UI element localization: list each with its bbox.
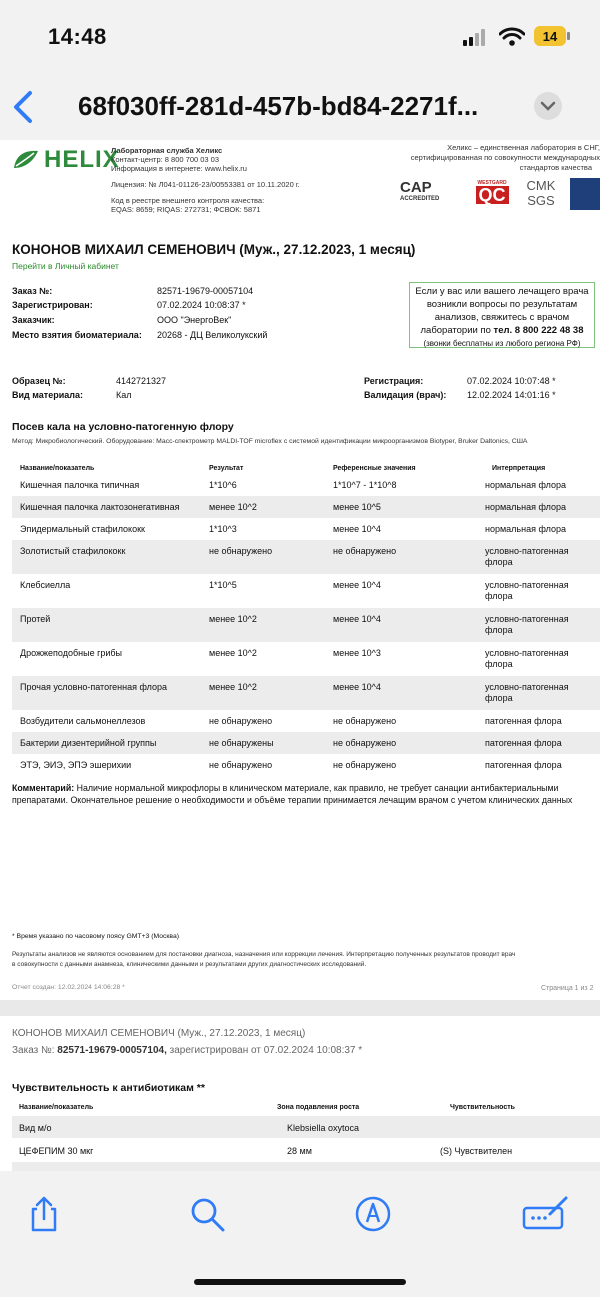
- timezone-note: * Время указано по часовому поясу GMT+3 (Москва): [12, 933, 179, 940]
- row-name: Возбудители сальмонеллезов: [20, 716, 146, 726]
- westgard-qc-logo: [472, 178, 512, 206]
- row-reference: менее 10^4: [333, 580, 381, 590]
- patient-name: КОНОНОВ МИХАИЛ СЕМЕНОВИЧ (Муж., 27.12.2023, 1 месяц): [12, 242, 416, 257]
- contact-doctor-callout: [409, 282, 595, 348]
- ab-row-cefepime-sensitivity: (S) Чувствителен: [440, 1146, 513, 1156]
- ab-row-cefepime: [12, 1138, 600, 1162]
- row-result: не обнаружены: [209, 738, 274, 748]
- row-result: менее 10^2: [209, 682, 257, 692]
- report-page-1: [0, 140, 600, 1000]
- row-reference: менее 10^4: [333, 614, 381, 624]
- table-row: [12, 732, 600, 754]
- col-name-header: Название/показатель: [20, 465, 95, 472]
- sample-label: Образец №:: [12, 376, 66, 386]
- validation-label: Валидация (врач):: [364, 390, 447, 400]
- row-name: Кишечная палочка лактозонегативная: [20, 502, 180, 512]
- row-reference: менее 10^4: [333, 524, 381, 534]
- ab-row-organism-name: Вид м/о: [19, 1123, 52, 1133]
- table-row: [12, 754, 600, 776]
- sgs-text: SGS: [527, 192, 555, 208]
- helix-wordmark: HELIX: [44, 146, 120, 173]
- document-title: 68f030ff-281d-457b-bd84-2271f...: [78, 91, 479, 121]
- row-interpretation: условно-патогенная флора: [485, 546, 569, 567]
- row-name: Протей: [20, 614, 51, 624]
- row-interpretation: патогенная флора: [485, 716, 562, 726]
- ab-col-zone-header: Зона подавления роста: [277, 1104, 360, 1111]
- table-row: [12, 710, 600, 732]
- ab-col-name-header: Название/показатель: [19, 1104, 94, 1111]
- table-row: [12, 642, 600, 676]
- row-interpretation: патогенная флора: [485, 738, 562, 748]
- results-table: [12, 458, 600, 778]
- title-menu-button[interactable]: [534, 92, 562, 120]
- status-time: 14:48: [48, 24, 107, 49]
- back-chevron-icon[interactable]: [10, 87, 40, 127]
- validation-value: 12.02.2024 14:01:16 *: [467, 390, 556, 400]
- bottom-toolbar: [0, 1172, 600, 1297]
- registration-label: Регистрация:: [364, 376, 424, 386]
- row-name: Эпидермальный стафилококк: [20, 524, 145, 534]
- row-reference: менее 10^3: [333, 648, 381, 658]
- nav-bar: [0, 75, 600, 140]
- helix-leaf-icon: [12, 148, 42, 172]
- search-icon[interactable]: [187, 1194, 227, 1234]
- row-interpretation: нормальная флора: [485, 480, 567, 490]
- antibiotics-title: Чувствительность к антибиотикам **: [12, 1082, 205, 1094]
- registration-value: 07.02.2024 10:07:48 *: [467, 376, 556, 386]
- row-interpretation: нормальная флора: [485, 524, 567, 534]
- cap-text: CAP: [400, 179, 432, 196]
- callout-line-3: анализов, свяжитесь с врачом: [434, 312, 570, 323]
- callout-line-5: (звонки бесплатны из любого региона РФ): [423, 339, 581, 348]
- callout-phone[interactable]: тел. 8 800 222 48 38: [493, 325, 584, 336]
- row-reference: не обнаружено: [333, 760, 397, 770]
- row-result: 1*10^5: [209, 580, 237, 590]
- registry-values: EQAS: 8659; RIQAS: 272731; ФСВОК: 5871: [111, 205, 261, 214]
- table-row: [12, 608, 600, 642]
- row-interpretation: условно-патогенная флора: [485, 614, 569, 635]
- material-value: Кал: [116, 390, 132, 400]
- cap-sub-text: ACCREDITED: [400, 196, 440, 202]
- cmk-sgs-logo: [524, 176, 558, 212]
- table-row: [12, 518, 600, 540]
- row-reference: менее 10^4: [333, 682, 381, 692]
- place-value: 20268 - ДЦ Великолукский: [157, 330, 268, 340]
- battery-icon: [534, 26, 566, 46]
- helix-claim-3: стандартов качества: [519, 163, 592, 172]
- registered-value: 07.02.2024 10:08:37 *: [157, 300, 246, 310]
- ab-row-cefepime-name: ЦЕФЕПИМ 30 мкг: [19, 1146, 94, 1156]
- row-interpretation: патогенная флора: [485, 760, 562, 770]
- order-label: Заказ №:: [12, 286, 53, 296]
- global-badge-logo: [570, 178, 600, 210]
- wifi-icon: [499, 27, 525, 47]
- comment-block: [12, 782, 600, 806]
- ab-col-sensitivity-header: Чувствительность: [450, 1104, 515, 1111]
- disclaimer-line-1: Результаты анализов не являются основанием для постановки диагноза, назначения или коррекции лечения. Интерпретацию полученных результатов проводит врач: [12, 951, 516, 958]
- row-interpretation: условно-патогенная флора: [485, 580, 569, 601]
- report-page-2: [0, 1016, 600, 1171]
- registry-code: Код в реестре внешнего контроля качества:: [111, 196, 265, 205]
- material-label: Вид материала:: [12, 390, 83, 400]
- row-interpretation: нормальная флора: [485, 502, 567, 512]
- page2-order-suffix: зарегистрирован от 07.02.2024 10:08:37 *: [169, 1045, 363, 1056]
- row-result: 1*10^6: [209, 480, 237, 490]
- row-result: не обнаружено: [209, 716, 273, 726]
- markup-icon[interactable]: [353, 1194, 393, 1234]
- col-interpretation-header: Интерпретация: [492, 465, 546, 472]
- qc-text: QC: [476, 186, 509, 204]
- row-reference: не обнаружено: [333, 738, 397, 748]
- report-created: Отчет создан: 12.02.2024 14:06:28 *: [12, 984, 125, 991]
- page2-order-number: 82571-19679-00057104,: [57, 1045, 167, 1056]
- page2-patient: КОНОНОВ МИХАИЛ СЕМЕНОВИЧ (Муж., 27.12.2023, 1 месяц): [12, 1028, 306, 1039]
- license: Лицензия: № Л041-01126-23/00553381 от 10.11.2020 г.: [111, 180, 300, 189]
- contact-center: Контакт-центр: 8 800 700 03 03: [111, 155, 220, 164]
- row-result: менее 10^2: [209, 648, 257, 658]
- results-table-header: [12, 458, 600, 474]
- row-name: ЭТЭ, ЭИЭ, ЭПЭ эшерихии: [20, 760, 132, 770]
- table-row: [12, 540, 600, 574]
- helix-claim-2: сертифицированная по совокупности международных: [410, 153, 600, 162]
- row-result: не обнаружено: [209, 760, 273, 770]
- customer-label: Заказчик:: [12, 315, 55, 325]
- personal-cabinet-link[interactable]: Перейти в Личный кабинет: [12, 261, 119, 271]
- analysis-method: Метод: Микробиологический. Оборудование: Масс-спектрометр MALDI-TOF microflex с системой идентификации микроорганизмов Biotyper, Bruker Daltonics, США: [12, 438, 528, 445]
- sample-value: 4142721327: [116, 376, 167, 386]
- row-result: не обнаружено: [209, 546, 273, 556]
- row-reference: не обнаружено: [333, 546, 397, 556]
- row-name: Кишечная палочка типичная: [20, 480, 140, 490]
- disclaimer-line-2: в совокупности с данными анамнеза, клиническими данными и результатами других диагностических исследований.: [12, 961, 367, 968]
- edit-form-icon[interactable]: [522, 1194, 570, 1234]
- order-value: 82571-19679-00057104: [157, 286, 254, 296]
- row-result: менее 10^2: [209, 502, 257, 512]
- registered-label: Зарегистрирован:: [12, 300, 93, 310]
- row-name: Золотистый стафилококк: [20, 546, 126, 556]
- callout-line-1: Если у вас или вашего лечащего врача: [415, 286, 589, 297]
- battery-level: 14: [542, 28, 558, 44]
- signal-icon: [463, 29, 489, 47]
- page2-order: [12, 1045, 362, 1056]
- row-result: 1*10^3: [209, 524, 237, 534]
- row-name: Дрожжеподобные грибы: [20, 648, 123, 658]
- row-reference: 1*10^7 - 1*10^8: [333, 480, 397, 490]
- callout-line-2: возникли вопросы по результатам: [426, 299, 578, 310]
- customer-value: ООО "ЭнергоВек": [157, 315, 232, 325]
- internet-info: Информация в интернете: www.helix.ru: [111, 164, 247, 173]
- analysis-title: Посев кала на условно-патогенную флору: [12, 421, 234, 433]
- row-reference: не обнаружено: [333, 716, 397, 726]
- page-separator: [0, 1000, 600, 1016]
- row-result: менее 10^2: [209, 614, 257, 624]
- helix-claim-1: Хеликс – единственная лаборатория в СНГ,: [447, 143, 600, 152]
- row-name: Бактерии дизентерийной группы: [20, 738, 157, 748]
- comment-text: Наличие нормальной микрофлоры в клиническом материале, как правило, не требует санации антибактериальными препаратами. Окончательное решение о необходимости и объёме терапии принимается лечащим врачом с учетом клинических данных: [12, 783, 573, 805]
- page-number: Страница 1 из 2: [541, 985, 594, 992]
- place-label: Место взятия биоматериала:: [12, 330, 142, 340]
- row-interpretation: условно-патогенная флора: [485, 648, 569, 669]
- cmk-text: CMK: [526, 177, 556, 193]
- cap-accredited-logo: [400, 178, 462, 206]
- ab-row-next: [12, 1162, 600, 1171]
- chevron-down-icon: [534, 92, 562, 120]
- status-bar: [0, 0, 600, 75]
- comment-label: Комментарий:: [12, 783, 75, 793]
- callout-line-4: [410, 324, 594, 337]
- col-reference-header: Референсные значения: [333, 465, 416, 472]
- table-row: [12, 474, 600, 496]
- lab-name: Лабораторная служба Хеликс: [111, 146, 223, 155]
- table-row: [12, 496, 600, 518]
- westgard-text: WESTGARD: [477, 180, 507, 186]
- home-indicator[interactable]: [194, 1279, 406, 1285]
- col-result-header: Результат: [209, 465, 244, 472]
- row-name: Клебсиелла: [20, 580, 71, 590]
- battery-cap: [567, 32, 570, 40]
- row-name: Прочая условно-патогенная флора: [20, 682, 168, 692]
- page2-order-prefix: Заказ №:: [12, 1045, 55, 1056]
- share-icon[interactable]: [24, 1194, 64, 1234]
- row-interpretation: условно-патогенная флора: [485, 682, 569, 703]
- table-row: [12, 676, 600, 710]
- ab-row-cefepime-zone: 28 мм: [287, 1146, 312, 1156]
- table-row: [12, 574, 600, 608]
- row-reference: менее 10^5: [333, 502, 381, 512]
- ab-row-organism-value: Klebsiella oxytoca: [287, 1123, 360, 1133]
- ab-row-organism: [12, 1116, 600, 1138]
- callout-phone-prefix: лаборатории по: [420, 325, 491, 336]
